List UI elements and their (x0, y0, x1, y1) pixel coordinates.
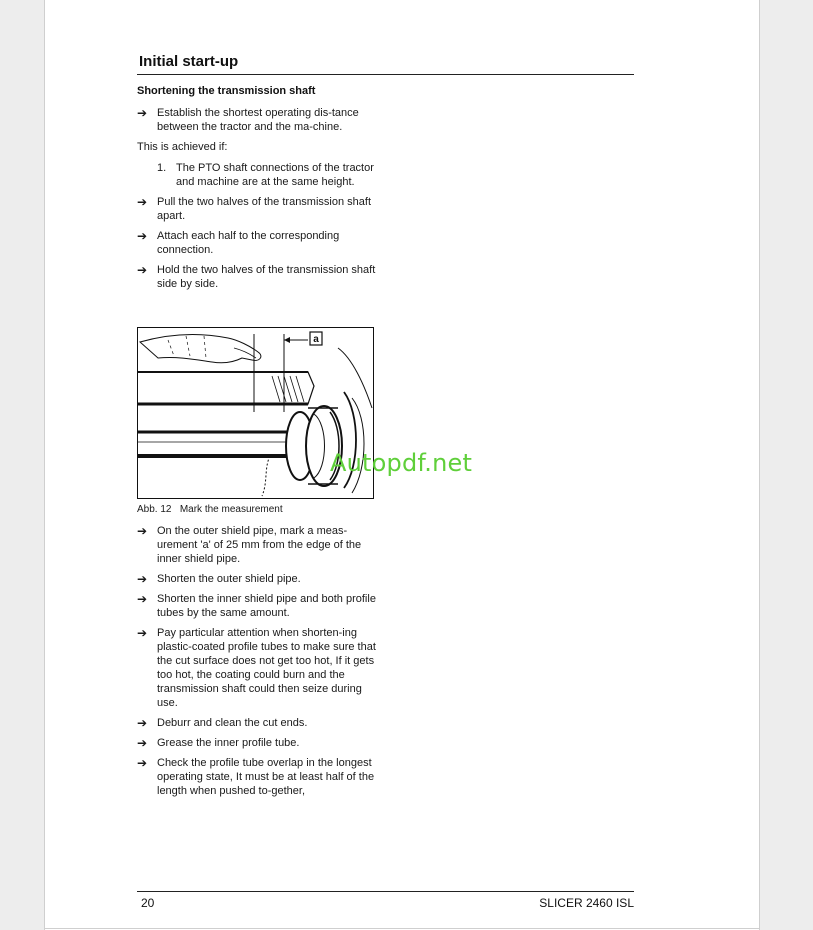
watermark: Autopdf.net (330, 449, 473, 477)
condition-label: This is achieved if: (137, 141, 228, 153)
step-text: Check the profile tube overlap in the longest operating state, It must be at least half of the length when pushed to-gether, (157, 757, 375, 797)
arrow-right-icon: ➔ (137, 229, 148, 243)
step-text: Deburr and clean the cut ends. (157, 717, 308, 729)
instructions-top (137, 106, 377, 291)
step-text: Hold the two halves of the transmission shaft side by side. (157, 264, 376, 290)
condition-text (137, 140, 377, 154)
arrow-right-icon: ➔ (137, 756, 148, 770)
section-subtitle: Shortening the transmission shaft (137, 85, 316, 97)
page-title: Initial start-up (139, 53, 239, 70)
figure-caption-number: Abb. 12 (137, 504, 172, 515)
step-text: Pull the two halves of the transmission shaft apart. (157, 196, 371, 222)
instruction-step (137, 195, 377, 223)
arrow-right-icon: ➔ (137, 195, 148, 209)
arrow-right-icon: ➔ (137, 736, 148, 750)
arrow-right-icon: ➔ (137, 716, 148, 730)
step-text: Pay particular attention when shorten-ing plastic-coated profile tubes to make sure that the cut surface does not get too hot, If it gets too hot, the coating could burn and the transmission shaft could then seize during use. (157, 627, 376, 709)
instructions-bottom (137, 524, 377, 798)
instruction-step (137, 736, 377, 750)
instruction-step (137, 592, 377, 620)
step-text: Shorten the outer shield pipe. (157, 573, 301, 585)
figure-label-a: a (313, 334, 319, 345)
step-text: Attach each half to the corresponding connection. (157, 230, 340, 256)
step-text: Shorten the inner shield pipe and both profile tubes by the same amount. (157, 593, 376, 619)
numbered-item-text: The PTO shaft connections of the tractor and machine are at the same height. (176, 162, 374, 188)
page-edge-bottom (44, 928, 760, 929)
step-text: Establish the shortest operating dis-tance between the tractor and the ma-chine. (157, 107, 359, 133)
instruction-step (137, 626, 377, 710)
arrow-right-icon: ➔ (137, 524, 148, 538)
instruction-step (137, 716, 377, 730)
instruction-step (137, 524, 377, 566)
step-text: Grease the inner profile tube. (157, 737, 300, 749)
numbered-item (137, 161, 377, 189)
arrow-right-icon: ➔ (137, 106, 148, 120)
model-name: SLICER 2460 ISL (539, 896, 634, 910)
title-rule (137, 74, 634, 75)
arrow-right-icon: ➔ (137, 592, 148, 606)
instruction-step (137, 263, 377, 291)
instruction-step (137, 572, 377, 586)
page-edge-right (759, 0, 760, 930)
instruction-step (137, 106, 377, 134)
arrow-right-icon: ➔ (137, 626, 148, 640)
step-text: On the outer shield pipe, mark a meas-urement 'a' of 25 mm from the edge of the inner shield pipe. (157, 525, 362, 565)
figure-caption (137, 504, 283, 515)
page-number: 20 (141, 896, 155, 910)
numbered-item-label: 1. (157, 162, 167, 174)
instruction-step (137, 756, 377, 798)
figure-caption-text: Mark the measurement (179, 504, 283, 515)
footer-rule (137, 891, 634, 892)
arrow-right-icon: ➔ (137, 263, 148, 277)
arrow-right-icon: ➔ (137, 572, 148, 586)
page-edge-left (44, 0, 45, 930)
instruction-step (137, 229, 377, 257)
